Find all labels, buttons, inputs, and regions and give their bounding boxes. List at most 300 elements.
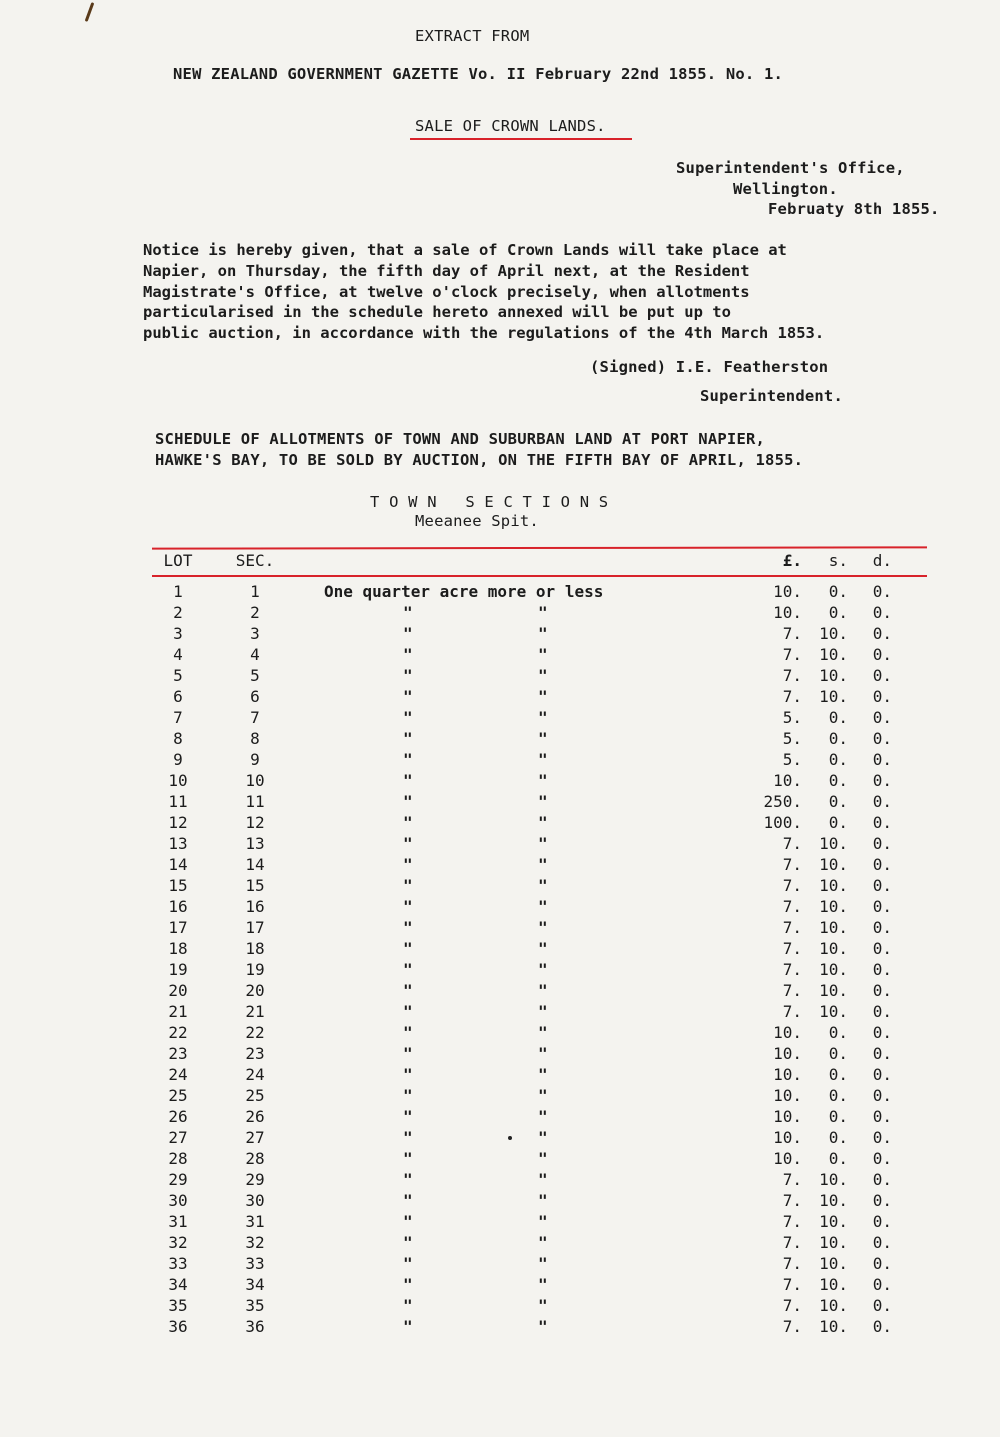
shillings-cell: 10. — [819, 960, 848, 979]
sec-cell: 9 — [250, 750, 260, 769]
sec-cell: 33 — [245, 1254, 265, 1273]
signature-line: (Signed) I.E. Featherston — [590, 358, 829, 376]
ditto-mark: " — [403, 1002, 413, 1021]
ditto-mark: " — [403, 603, 413, 622]
address-office: Superintendent's Office, — [676, 159, 905, 177]
lot-cell: 4 — [173, 645, 183, 664]
shillings-cell: 10. — [819, 939, 848, 958]
ditto-mark: " — [403, 1317, 413, 1336]
pence-cell: 0. — [872, 960, 892, 979]
pence-cell: 0. — [872, 1002, 892, 1021]
table-row — [0, 582, 1000, 603]
table-row — [0, 624, 1000, 645]
schedule-heading-line: SCHEDULE OF ALLOTMENTS OF TOWN AND SUBURBAN LAND AT PORT NAPIER, — [155, 430, 766, 448]
pence-cell: 0. — [872, 624, 892, 643]
pounds-cell: 10. — [773, 1044, 802, 1063]
table-row — [0, 1170, 1000, 1191]
lot-cell: 33 — [168, 1254, 188, 1273]
table-row — [0, 981, 1000, 1002]
table-row — [0, 1107, 1000, 1128]
pence-cell: 0. — [872, 645, 892, 664]
shillings-cell: 10. — [819, 624, 848, 643]
table-row — [0, 1023, 1000, 1044]
lot-cell: 32 — [168, 1233, 188, 1252]
lot-cell: 23 — [168, 1044, 188, 1063]
ditto-mark: " — [538, 855, 548, 874]
ditto-mark: " — [538, 1233, 548, 1252]
table-row — [0, 1275, 1000, 1296]
pence-cell: 0. — [872, 1128, 892, 1147]
lot-cell: 30 — [168, 1191, 188, 1210]
table-row — [0, 666, 1000, 687]
pounds-cell: 7. — [782, 981, 802, 1000]
sec-cell: 20 — [245, 981, 265, 1000]
pence-cell: 0. — [872, 1170, 892, 1189]
table-row — [0, 876, 1000, 897]
shillings-cell: 0. — [828, 1044, 848, 1063]
pounds-cell: 10. — [773, 603, 802, 622]
sec-cell: 24 — [245, 1065, 265, 1084]
ditto-mark: " — [538, 729, 548, 748]
pence-cell: 0. — [872, 1212, 892, 1231]
pounds-cell: 7. — [782, 855, 802, 874]
shillings-cell: 0. — [828, 750, 848, 769]
pence-cell: 0. — [872, 939, 892, 958]
ditto-mark: " — [538, 687, 548, 706]
notice-line: particularised in the schedule hereto annexed will be put up to — [143, 303, 731, 322]
ditto-mark: " — [538, 1023, 548, 1042]
sec-cell: 1 — [250, 582, 260, 601]
lot-cell: 28 — [168, 1149, 188, 1168]
pounds-cell: 7. — [782, 666, 802, 685]
pounds-cell: 10. — [773, 1128, 802, 1147]
shillings-cell: 0. — [828, 813, 848, 832]
ditto-mark: " — [538, 981, 548, 1000]
pounds-cell: 10. — [773, 1086, 802, 1105]
ditto-mark: " — [403, 939, 413, 958]
sec-cell: 6 — [250, 687, 260, 706]
shillings-cell: 10. — [819, 1296, 848, 1315]
lot-cell: 2 — [173, 603, 183, 622]
pence-cell: 0. — [872, 750, 892, 769]
pence-cell: 0. — [872, 897, 892, 916]
address-date: Februaty 8th 1855. — [768, 200, 940, 218]
pounds-cell: 7. — [782, 960, 802, 979]
sec-cell: 25 — [245, 1086, 265, 1105]
pounds-cell: 7. — [782, 645, 802, 664]
pounds-cell: 7. — [782, 876, 802, 895]
lot-cell: 31 — [168, 1212, 188, 1231]
ditto-mark: " — [538, 1212, 548, 1231]
pounds-cell: 250. — [763, 792, 802, 811]
ditto-mark: " — [403, 855, 413, 874]
table-row — [0, 855, 1000, 876]
ditto-mark: " — [538, 645, 548, 664]
sec-cell: 12 — [245, 813, 265, 832]
lot-cell: 10 — [168, 771, 188, 790]
lot-cell: 8 — [173, 729, 183, 748]
pounds-cell: 5. — [782, 750, 802, 769]
ditto-mark: " — [538, 1107, 548, 1126]
shillings-cell: 10. — [819, 645, 848, 664]
signature-role: Superintendent. — [700, 387, 843, 405]
lot-cell: 11 — [168, 792, 188, 811]
notice-line: Magistrate's Office, at twelve o'clock precisely, when allotments — [143, 282, 750, 301]
ditto-mark: " — [403, 1149, 413, 1168]
pence-cell: 0. — [872, 1191, 892, 1210]
sec-cell: 15 — [245, 876, 265, 895]
table-header-row — [0, 551, 1000, 572]
ditto-mark: " — [538, 834, 548, 853]
ditto-mark: " — [538, 1254, 548, 1273]
sec-cell: 31 — [245, 1212, 265, 1231]
table-row — [0, 813, 1000, 834]
shillings-cell: 10. — [819, 1317, 848, 1336]
ditto-mark: " — [403, 1275, 413, 1294]
ditto-mark: " — [403, 750, 413, 769]
pence-cell: 0. — [872, 771, 892, 790]
table-row — [0, 1044, 1000, 1065]
pounds-cell: 5. — [782, 708, 802, 727]
shillings-cell: 0. — [828, 771, 848, 790]
ditto-mark: " — [538, 1065, 548, 1084]
title-underline — [410, 138, 632, 140]
table-row — [0, 1233, 1000, 1254]
ditto-mark: " — [538, 1296, 548, 1315]
table-row — [0, 771, 1000, 792]
lot-cell: 22 — [168, 1023, 188, 1042]
ditto-mark: " — [403, 645, 413, 664]
table-row — [0, 687, 1000, 708]
pence-cell: 0. — [872, 1233, 892, 1252]
ditto-mark: " — [538, 771, 548, 790]
document-title: SALE OF CROWN LANDS. — [415, 117, 606, 135]
pounds-cell: 7. — [782, 1254, 802, 1273]
pence-cell: 0. — [872, 1044, 892, 1063]
shillings-cell: 0. — [828, 1107, 848, 1126]
pounds-cell: 7. — [782, 939, 802, 958]
ink-speck — [508, 1136, 512, 1140]
ditto-mark: " — [538, 666, 548, 685]
pounds-cell: 10. — [773, 1023, 802, 1042]
notice-line: Notice is hereby given, that a sale of Crown Lands will take place at — [143, 241, 787, 259]
ditto-mark: " — [538, 813, 548, 832]
pence-cell: 0. — [872, 582, 892, 601]
sec-cell: 14 — [245, 855, 265, 874]
shillings-cell: 0. — [828, 582, 848, 601]
lot-cell: 36 — [168, 1317, 188, 1336]
header-lot: LOT — [163, 551, 193, 570]
table-row — [0, 1065, 1000, 1086]
pence-cell: 0. — [872, 1317, 892, 1336]
ditto-mark: " — [403, 897, 413, 916]
pounds-cell: 100. — [763, 813, 802, 832]
ditto-mark: " — [538, 1128, 548, 1147]
shillings-cell: 0. — [828, 708, 848, 727]
table-row — [0, 1002, 1000, 1023]
sec-cell: 23 — [245, 1044, 265, 1063]
pounds-cell: 7. — [782, 687, 802, 706]
table-row — [0, 918, 1000, 939]
sec-cell: 16 — [245, 897, 265, 916]
pen-mark — [85, 2, 95, 22]
ditto-mark: " — [403, 981, 413, 1000]
table-row — [0, 939, 1000, 960]
lot-cell: 29 — [168, 1170, 188, 1189]
pounds-cell: 10. — [773, 1107, 802, 1126]
ditto-mark: " — [403, 1170, 413, 1189]
pence-cell: 0. — [872, 855, 892, 874]
shillings-cell: 10. — [819, 1275, 848, 1294]
ditto-mark: " — [403, 1296, 413, 1315]
lot-cell: 5 — [173, 666, 183, 685]
ditto-mark: " — [403, 687, 413, 706]
shillings-cell: 10. — [819, 1254, 848, 1273]
lot-cell: 27 — [168, 1128, 188, 1147]
ditto-mark: " — [538, 792, 548, 811]
schedule-heading-line: HAWKE'S BAY, TO BE SOLD BY AUCTION, ON THE FIFTH BAY OF APRIL, 1855. — [155, 451, 804, 469]
shillings-cell: 10. — [819, 876, 848, 895]
table-row — [0, 603, 1000, 624]
sec-cell: 5 — [250, 666, 260, 685]
pence-cell: 0. — [872, 1107, 892, 1126]
table-row — [0, 1212, 1000, 1233]
header-sec: SEC. — [235, 551, 275, 570]
ditto-mark: " — [538, 960, 548, 979]
sec-cell: 29 — [245, 1170, 265, 1189]
pence-cell: 0. — [872, 792, 892, 811]
table-row — [0, 1128, 1000, 1149]
sec-cell: 13 — [245, 834, 265, 853]
ditto-mark: " — [403, 1233, 413, 1252]
ditto-mark: " — [538, 1086, 548, 1105]
sec-cell: 3 — [250, 624, 260, 643]
shillings-cell: 10. — [819, 666, 848, 685]
lot-cell: 20 — [168, 981, 188, 1000]
pounds-cell: 7. — [782, 918, 802, 937]
extract-from-heading: EXTRACT FROM — [415, 27, 530, 45]
pence-cell: 0. — [872, 1149, 892, 1168]
shillings-cell: 0. — [828, 792, 848, 811]
shillings-cell: 10. — [819, 1191, 848, 1210]
pence-cell: 0. — [872, 603, 892, 622]
ditto-mark: " — [538, 1317, 548, 1336]
shillings-cell: 0. — [828, 1149, 848, 1168]
sec-cell: 34 — [245, 1275, 265, 1294]
ditto-mark: " — [403, 624, 413, 643]
lot-cell: 17 — [168, 918, 188, 937]
lot-cell: 9 — [173, 750, 183, 769]
pounds-cell: 10. — [773, 771, 802, 790]
table-row — [0, 1296, 1000, 1317]
lot-cell: 21 — [168, 1002, 188, 1021]
header-pounds: £. — [782, 551, 802, 570]
sec-cell: 19 — [245, 960, 265, 979]
sec-cell: 2 — [250, 603, 260, 622]
table-row — [0, 1254, 1000, 1275]
pounds-cell: 7. — [782, 1317, 802, 1336]
pence-cell: 0. — [872, 1275, 892, 1294]
lot-cell: 14 — [168, 855, 188, 874]
ditto-mark: " — [403, 792, 413, 811]
table-row — [0, 750, 1000, 771]
pounds-cell: 10. — [773, 582, 802, 601]
sec-cell: 21 — [245, 1002, 265, 1021]
lot-cell: 18 — [168, 939, 188, 958]
header-shillings: s. — [828, 551, 848, 570]
pence-cell: 0. — [872, 813, 892, 832]
notice-line: Napier, on Thursday, the fifth day of April next, at the Resident — [143, 261, 750, 280]
ditto-mark: " — [403, 1191, 413, 1210]
ditto-mark: " — [538, 897, 548, 916]
shillings-cell: 10. — [819, 981, 848, 1000]
pence-cell: 0. — [872, 876, 892, 895]
shillings-cell: 10. — [819, 855, 848, 874]
lot-cell: 19 — [168, 960, 188, 979]
ditto-mark: " — [403, 708, 413, 727]
lot-cell: 34 — [168, 1275, 188, 1294]
table-row — [0, 960, 1000, 981]
lot-cell: 1 — [173, 582, 183, 601]
ditto-mark: " — [538, 1149, 548, 1168]
sec-cell: 4 — [250, 645, 260, 664]
sec-cell: 7 — [250, 708, 260, 727]
pounds-cell: 7. — [782, 897, 802, 916]
ditto-mark: " — [538, 708, 548, 727]
sec-cell: 30 — [245, 1191, 265, 1210]
pence-cell: 0. — [872, 1023, 892, 1042]
lot-cell: 35 — [168, 1296, 188, 1315]
table-row — [0, 834, 1000, 855]
pence-cell: 0. — [872, 1065, 892, 1084]
pounds-cell: 7. — [782, 834, 802, 853]
pence-cell: 0. — [872, 1086, 892, 1105]
notice-paragraph — [143, 240, 943, 344]
ditto-mark: " — [538, 750, 548, 769]
sec-cell: 22 — [245, 1023, 265, 1042]
sec-cell: 27 — [245, 1128, 265, 1147]
pounds-cell: 7. — [782, 1233, 802, 1252]
shillings-cell: 10. — [819, 1233, 848, 1252]
ditto-mark: " — [538, 1170, 548, 1189]
lot-cell: 6 — [173, 687, 183, 706]
pounds-cell: 7. — [782, 1191, 802, 1210]
ditto-mark: " — [403, 1023, 413, 1042]
ditto-mark: " — [538, 1002, 548, 1021]
shillings-cell: 0. — [828, 603, 848, 622]
table-row — [0, 897, 1000, 918]
pence-cell: 0. — [872, 918, 892, 937]
shillings-cell: 10. — [819, 897, 848, 916]
sec-cell: 26 — [245, 1107, 265, 1126]
ditto-mark: " — [403, 1254, 413, 1273]
pence-cell: 0. — [872, 1254, 892, 1273]
ditto-mark: " — [538, 1044, 548, 1063]
table-row — [0, 1149, 1000, 1170]
address-city: Wellington. — [733, 180, 838, 198]
lot-cell: 25 — [168, 1086, 188, 1105]
lot-cell: 16 — [168, 897, 188, 916]
notice-line: public auction, in accordance with the regulations of the 4th March 1853. — [143, 324, 825, 343]
section-title: T O W N S E C T I O N S — [370, 493, 609, 511]
pence-cell: 0. — [872, 834, 892, 853]
pounds-cell: 7. — [782, 1296, 802, 1315]
ditto-mark: " — [403, 876, 413, 895]
pounds-cell: 7. — [782, 1002, 802, 1021]
ditto-mark: " — [403, 960, 413, 979]
sec-cell: 35 — [245, 1296, 265, 1315]
ditto-mark: " — [403, 729, 413, 748]
pounds-cell: 10. — [773, 1065, 802, 1084]
pence-cell: 0. — [872, 729, 892, 748]
pence-cell: 0. — [872, 1296, 892, 1315]
pence-cell: 0. — [872, 981, 892, 1000]
sec-cell: 18 — [245, 939, 265, 958]
ditto-mark: " — [403, 1086, 413, 1105]
sec-cell: 17 — [245, 918, 265, 937]
header-pence: d. — [872, 551, 892, 570]
pounds-cell: 5. — [782, 729, 802, 748]
table-row — [0, 792, 1000, 813]
table-row — [0, 1086, 1000, 1107]
shillings-cell: 0. — [828, 1086, 848, 1105]
section-subtitle: Meeanee Spit. — [415, 512, 539, 530]
lot-cell: 3 — [173, 624, 183, 643]
shillings-cell: 0. — [828, 1023, 848, 1042]
lot-cell: 26 — [168, 1107, 188, 1126]
ditto-mark: " — [538, 1191, 548, 1210]
table-row — [0, 645, 1000, 666]
ditto-mark: " — [403, 1065, 413, 1084]
table-header-rule-bottom — [152, 575, 927, 577]
pounds-cell: 7. — [782, 624, 802, 643]
table-row — [0, 708, 1000, 729]
ditto-mark: " — [403, 834, 413, 853]
shillings-cell: 10. — [819, 1002, 848, 1021]
shillings-cell: 10. — [819, 1212, 848, 1231]
sec-cell: 11 — [245, 792, 265, 811]
shillings-cell: 10. — [819, 918, 848, 937]
ditto-mark: " — [403, 1212, 413, 1231]
sec-cell: 8 — [250, 729, 260, 748]
ditto-mark: " — [403, 1107, 413, 1126]
pounds-cell: 7. — [782, 1275, 802, 1294]
ditto-mark: " — [403, 771, 413, 790]
pounds-cell: 7. — [782, 1212, 802, 1231]
sec-cell: 10 — [245, 771, 265, 790]
table-header-rule-top — [152, 546, 927, 549]
sec-cell: 32 — [245, 1233, 265, 1252]
pounds-cell: 10. — [773, 1149, 802, 1168]
table-row — [0, 1317, 1000, 1338]
ditto-mark: " — [403, 666, 413, 685]
description-cell: One quarter acre more or less — [324, 582, 604, 601]
sec-cell: 36 — [245, 1317, 265, 1336]
shillings-cell: 0. — [828, 1065, 848, 1084]
gazette-reference: NEW ZEALAND GOVERNMENT GAZETTE Vo. II February 22nd 1855. No. 1. — [173, 65, 784, 83]
shillings-cell: 10. — [819, 1170, 848, 1189]
lot-cell: 15 — [168, 876, 188, 895]
lot-cell: 24 — [168, 1065, 188, 1084]
pence-cell: 0. — [872, 666, 892, 685]
ditto-mark: " — [538, 918, 548, 937]
ditto-mark: " — [403, 813, 413, 832]
pence-cell: 0. — [872, 708, 892, 727]
shillings-cell: 10. — [819, 834, 848, 853]
ditto-mark: " — [538, 939, 548, 958]
ditto-mark: " — [403, 918, 413, 937]
shillings-cell: 10. — [819, 687, 848, 706]
